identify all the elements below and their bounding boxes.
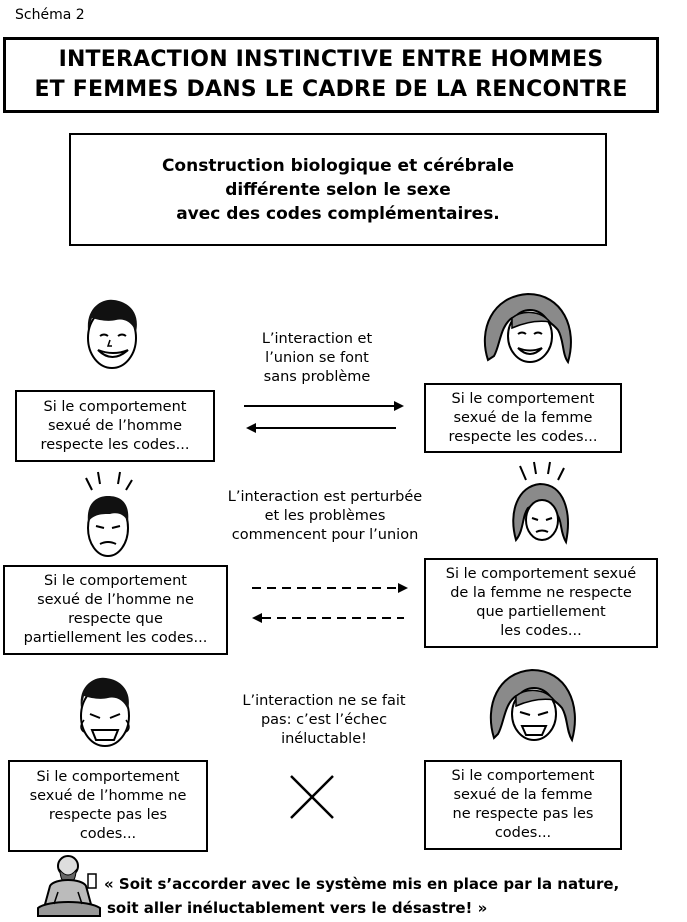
row3-woman-line-3: ne respecte pas les bbox=[452, 806, 594, 822]
row1-man-line-3: respecte les codes... bbox=[40, 436, 190, 453]
man-happy-face-icon bbox=[80, 296, 144, 376]
row3-woman-line-2: sexué de la femme bbox=[453, 787, 593, 803]
row3-woman-box bbox=[424, 760, 622, 850]
row2-woman-line-2: de la femme ne respecte bbox=[450, 585, 632, 601]
row3-man-line-2: sexué de l’homme ne bbox=[29, 788, 187, 804]
row2-man-line-1: Si le comportement bbox=[44, 573, 187, 589]
row1-woman-line-3: respecte les codes... bbox=[448, 428, 598, 445]
row1-woman-box bbox=[424, 383, 622, 453]
subtitle-line-2: différente selon le sexe bbox=[225, 179, 451, 200]
row1-man-box bbox=[15, 390, 215, 462]
row2-middle-text bbox=[205, 488, 445, 545]
row2-woman-line-4: les codes... bbox=[500, 623, 582, 639]
woman-crying-face-icon bbox=[484, 666, 582, 752]
title-line-2: ET FEMMES DANS LE CADRE DE LA RENCONTRE bbox=[34, 77, 628, 102]
row2-middle-line-2: et les problèmes bbox=[264, 508, 386, 524]
quote-line-1: « Soit s’accorder avec le système mis en place par la nature, bbox=[104, 875, 620, 893]
row2-woman-line-3: que partiellement bbox=[476, 604, 606, 620]
title-box bbox=[3, 37, 659, 113]
row3-woman-line-1: Si le comportement bbox=[451, 768, 595, 784]
row1-middle-line-3: sans problème bbox=[263, 369, 371, 385]
row1-man-line-2: sexué de l’homme bbox=[47, 417, 183, 434]
row3-woman-line-4: codes... bbox=[494, 825, 552, 841]
row1-man-line-1: Si le comportement bbox=[43, 398, 187, 415]
row3-man-box bbox=[8, 760, 208, 852]
row3-middle-text bbox=[220, 692, 428, 749]
row3-man-line-3: respecte pas les bbox=[48, 807, 168, 823]
woman-happy-face-icon bbox=[478, 290, 578, 374]
quote-text bbox=[104, 872, 684, 920]
row2-dashed-arrows bbox=[248, 580, 413, 626]
row1-middle-line-1: L’interaction et bbox=[261, 331, 373, 347]
row3-middle-line-2: pas: c’est l’échec bbox=[260, 712, 388, 728]
title-line-1: INTERACTION INSTINCTIVE ENTRE HOMMES bbox=[58, 47, 604, 72]
row2-middle-line-3: commencent pour l’union bbox=[231, 527, 419, 543]
subtitle-line-3: avec des codes complémentaires. bbox=[176, 203, 500, 224]
row2-man-line-2: sexué de l’homme ne bbox=[37, 592, 194, 608]
row2-man-line-4: partiellement les codes... bbox=[23, 630, 208, 646]
row1-middle-line-2: l’union se font bbox=[265, 350, 369, 366]
row3-man-line-1: Si le comportement bbox=[36, 769, 180, 785]
subtitle-line-1: Construction biologique et cérébrale bbox=[161, 155, 515, 176]
row1-arrows bbox=[240, 398, 410, 438]
row2-woman-line-1: Si le comportement sexué bbox=[445, 566, 637, 582]
woman-annoyed-face-icon bbox=[508, 460, 572, 552]
row2-middle-line-1: L’interaction est perturbée bbox=[227, 489, 423, 505]
man-annoyed-face-icon bbox=[78, 472, 138, 562]
row2-man-box bbox=[3, 565, 228, 655]
cross-x-icon bbox=[288, 773, 336, 821]
row3-middle-line-1: L’interaction ne se fait bbox=[242, 693, 406, 709]
subtitle-box bbox=[69, 133, 607, 246]
meditating-monk-icon bbox=[34, 852, 104, 920]
man-crying-face-icon bbox=[70, 672, 140, 754]
row3-middle-line-3: inéluctable! bbox=[281, 731, 367, 747]
row2-woman-box bbox=[424, 558, 658, 648]
row1-woman-line-1: Si le comportement bbox=[451, 390, 595, 407]
schema-label: Schéma 2 bbox=[15, 7, 85, 23]
row1-middle-text bbox=[232, 330, 402, 387]
row1-woman-line-2: sexué de la femme bbox=[453, 409, 593, 426]
row3-man-line-4: codes... bbox=[79, 826, 137, 842]
quote-line-2: soit aller inéluctablement vers le désastre! » bbox=[107, 899, 488, 917]
row2-man-line-3: respecte que bbox=[68, 611, 163, 627]
